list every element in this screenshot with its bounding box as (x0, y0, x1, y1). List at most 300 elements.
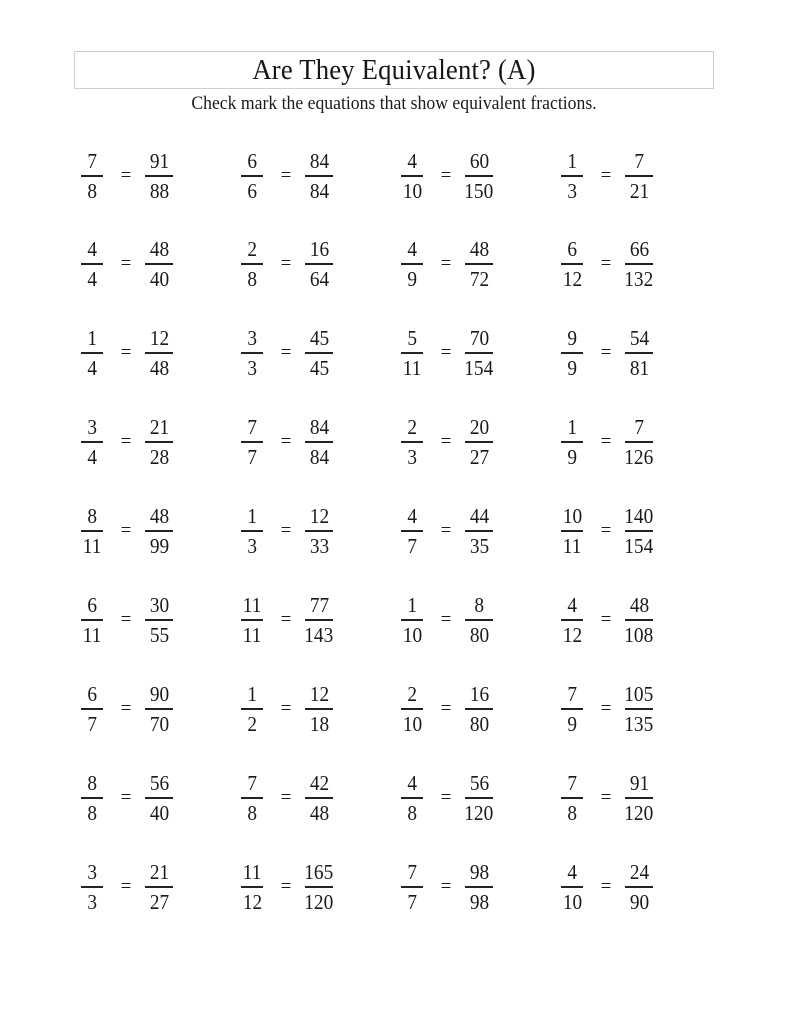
right-fraction (294, 683, 344, 735)
left-numerator: 4 (407, 771, 417, 795)
right-denominator: 40 (149, 266, 169, 291)
right-denominator: 27 (469, 444, 489, 469)
right-fraction (614, 150, 664, 202)
fraction-bar (81, 619, 103, 621)
right-numerator: 66 (629, 237, 649, 261)
equation-problem[interactable] (247, 771, 382, 825)
right-numerator: 91 (629, 771, 649, 795)
fraction-bar (561, 797, 583, 799)
fraction-bar (625, 530, 653, 532)
left-numerator: 4 (87, 237, 97, 261)
equation-problem[interactable] (82, 504, 222, 558)
left-numerator: 5 (407, 326, 417, 350)
right-denominator: 126 (624, 444, 654, 469)
right-denominator: 45 (309, 355, 329, 380)
equals-sign: = (120, 431, 132, 452)
equation-problem[interactable] (402, 149, 542, 203)
right-fraction (294, 861, 344, 913)
right-denominator: 28 (149, 444, 169, 469)
right-fraction (614, 683, 664, 735)
left-denominator: 3 (247, 533, 257, 558)
equals-sign: = (120, 609, 132, 630)
fraction-bar (465, 441, 493, 443)
fraction-bar (81, 352, 103, 354)
left-denominator: 8 (407, 800, 417, 825)
fraction-bar (305, 619, 333, 621)
equation-problem[interactable] (87, 326, 222, 380)
fraction-bar (145, 441, 173, 443)
right-numerator: 70 (469, 326, 489, 350)
right-denominator: 154 (464, 355, 494, 380)
left-fraction (387, 772, 437, 824)
right-fraction (614, 861, 664, 913)
equals-sign: = (280, 520, 292, 541)
right-fraction (454, 150, 504, 202)
left-denominator: 7 (247, 444, 257, 469)
fraction-bar (305, 708, 333, 710)
fraction-bar (401, 797, 423, 799)
right-fraction (454, 327, 504, 379)
equals-sign: = (440, 342, 452, 363)
fraction-bar (465, 619, 493, 621)
left-fraction (387, 238, 437, 290)
fraction-bar (465, 530, 493, 532)
equation-problem[interactable] (562, 860, 702, 914)
left-denominator: 2 (247, 711, 257, 736)
left-fraction (67, 683, 117, 735)
equals-sign: = (280, 165, 292, 186)
equals-sign: = (280, 431, 292, 452)
left-fraction (387, 505, 437, 557)
right-fraction (294, 505, 344, 557)
equals-sign: = (280, 609, 292, 630)
equals-sign: = (440, 165, 452, 186)
left-fraction (227, 150, 277, 202)
left-denominator: 3 (247, 355, 257, 380)
left-numerator: 7 (87, 149, 97, 173)
fraction-bar (465, 797, 493, 799)
fraction-bar (561, 619, 583, 621)
right-denominator: 35 (469, 533, 489, 558)
equation-problem[interactable] (87, 237, 222, 291)
right-denominator: 72 (469, 266, 489, 291)
left-denominator: 3 (87, 889, 97, 914)
left-fraction (547, 238, 597, 290)
equals-sign: = (440, 609, 452, 630)
equals-sign: = (120, 698, 132, 719)
equals-sign: = (440, 520, 452, 541)
fraction-bar (81, 263, 103, 265)
fraction-bar (145, 530, 173, 532)
right-fraction (614, 327, 664, 379)
left-denominator: 7 (407, 889, 417, 914)
fraction-bar (625, 263, 653, 265)
fraction-bar (401, 352, 423, 354)
left-denominator: 10 (562, 889, 582, 914)
equals-sign: = (600, 698, 612, 719)
right-denominator: 84 (309, 444, 329, 469)
equation-problem[interactable] (407, 771, 542, 825)
instructions: Check mark the equations that show equivalent fractions. (191, 93, 597, 114)
fraction-bar (145, 175, 173, 177)
fraction-bar (561, 441, 583, 443)
right-denominator: 98 (469, 889, 489, 914)
left-numerator: 2 (247, 237, 257, 261)
right-fraction (134, 416, 184, 468)
equals-sign: = (600, 876, 612, 897)
left-numerator: 10 (562, 504, 582, 528)
right-numerator: 48 (149, 504, 169, 528)
left-denominator: 7 (407, 533, 417, 558)
fraction-bar (625, 352, 653, 354)
right-numerator: 90 (149, 682, 169, 706)
fraction-bar (145, 352, 173, 354)
left-numerator: 4 (567, 860, 577, 884)
left-fraction (67, 150, 117, 202)
equation-problem[interactable] (567, 682, 702, 736)
left-fraction (547, 505, 597, 557)
left-fraction (547, 683, 597, 735)
left-numerator: 9 (567, 326, 577, 350)
fraction-bar (465, 175, 493, 177)
left-fraction (387, 327, 437, 379)
right-numerator: 140 (624, 504, 654, 528)
fraction-bar (305, 352, 333, 354)
fraction-bar (241, 352, 263, 354)
left-denominator: 4 (87, 355, 97, 380)
left-fraction (227, 683, 277, 735)
left-denominator: 7 (87, 711, 97, 736)
fraction-bar (145, 708, 173, 710)
equals-sign: = (280, 698, 292, 719)
right-fraction (454, 416, 504, 468)
left-fraction (387, 150, 437, 202)
fraction-bar (81, 708, 103, 710)
right-denominator: 132 (624, 266, 654, 291)
equals-sign: = (440, 787, 452, 808)
left-denominator: 9 (567, 355, 577, 380)
equals-sign: = (120, 876, 132, 897)
left-numerator: 7 (247, 415, 257, 439)
equation-problem[interactable] (567, 771, 702, 825)
left-denominator: 12 (562, 622, 582, 647)
left-numerator: 1 (567, 149, 577, 173)
equals-sign: = (280, 342, 292, 363)
right-fraction (454, 594, 504, 646)
right-denominator: 27 (149, 889, 169, 914)
equation-problem[interactable] (247, 326, 382, 380)
equation-problem[interactable] (247, 415, 382, 469)
right-denominator: 80 (469, 711, 489, 736)
equation-problem[interactable] (562, 593, 702, 647)
left-fraction (227, 861, 277, 913)
left-numerator: 2 (407, 682, 417, 706)
left-numerator: 7 (247, 771, 257, 795)
right-fraction (294, 416, 344, 468)
equation-problem[interactable] (407, 504, 542, 558)
right-fraction (294, 150, 344, 202)
equation-problem[interactable] (567, 149, 702, 203)
fraction-bar (625, 175, 653, 177)
right-fraction (134, 683, 184, 735)
fraction-bar (145, 797, 173, 799)
left-fraction (227, 505, 277, 557)
left-numerator: 6 (567, 237, 577, 261)
worksheet-title: Are They Equivalent? (A) (252, 53, 536, 86)
left-fraction (227, 416, 277, 468)
right-denominator: 64 (309, 266, 329, 291)
left-denominator: 8 (247, 266, 257, 291)
left-fraction (387, 861, 437, 913)
fraction-bar (561, 175, 583, 177)
equation-problem[interactable] (87, 771, 222, 825)
fraction-bar (625, 441, 653, 443)
equals-sign: = (120, 520, 132, 541)
right-numerator: 48 (469, 237, 489, 261)
fraction-bar (81, 886, 103, 888)
equation-problem[interactable] (402, 593, 542, 647)
fraction-bar (401, 530, 423, 532)
fraction-bar (465, 886, 493, 888)
equals-sign: = (600, 520, 612, 541)
fraction-bar (241, 263, 263, 265)
left-numerator: 4 (407, 237, 417, 261)
fraction-bar (561, 708, 583, 710)
left-fraction (67, 861, 117, 913)
left-fraction (227, 327, 277, 379)
right-denominator: 70 (149, 711, 169, 736)
right-numerator: 8 (474, 593, 484, 617)
equals-sign: = (600, 609, 612, 630)
right-numerator: 24 (629, 860, 649, 884)
right-fraction (614, 772, 664, 824)
equation-problem[interactable] (242, 860, 382, 914)
left-numerator: 8 (87, 771, 97, 795)
equation-problem[interactable] (87, 415, 222, 469)
left-numerator: 4 (407, 149, 417, 173)
left-numerator: 1 (247, 504, 257, 528)
equals-sign: = (120, 253, 132, 274)
left-numerator: 6 (247, 149, 257, 173)
fraction-bar (465, 708, 493, 710)
equals-sign: = (280, 253, 292, 274)
right-numerator: 54 (629, 326, 649, 350)
right-denominator: 18 (309, 711, 329, 736)
fraction-bar (401, 886, 423, 888)
fraction-bar (241, 797, 263, 799)
right-denominator: 48 (309, 800, 329, 825)
fraction-bar (81, 175, 103, 177)
left-numerator: 11 (242, 593, 262, 617)
equation-problem[interactable] (87, 860, 222, 914)
left-fraction (547, 594, 597, 646)
fraction-bar (561, 263, 583, 265)
right-numerator: 165 (304, 860, 334, 884)
left-numerator: 8 (87, 504, 97, 528)
fraction-bar (561, 886, 583, 888)
fraction-bar (401, 441, 423, 443)
right-denominator: 80 (469, 622, 489, 647)
left-denominator: 4 (87, 444, 97, 469)
left-fraction (387, 594, 437, 646)
right-denominator: 154 (624, 533, 654, 558)
fraction-bar (305, 886, 333, 888)
left-fraction (387, 683, 437, 735)
left-fraction (547, 150, 597, 202)
left-numerator: 6 (87, 593, 97, 617)
equation-problem[interactable] (82, 593, 222, 647)
left-numerator: 7 (567, 682, 577, 706)
right-numerator: 56 (469, 771, 489, 795)
right-denominator: 88 (149, 178, 169, 203)
fraction-bar (81, 441, 103, 443)
left-denominator: 3 (567, 178, 577, 203)
left-fraction (387, 416, 437, 468)
right-fraction (614, 594, 664, 646)
right-numerator: 7 (634, 415, 644, 439)
fraction-bar (305, 263, 333, 265)
right-denominator: 21 (629, 178, 649, 203)
right-fraction (454, 772, 504, 824)
left-numerator: 1 (87, 326, 97, 350)
equation-problem[interactable] (562, 504, 702, 558)
left-numerator: 7 (407, 860, 417, 884)
equals-sign: = (600, 787, 612, 808)
left-numerator: 3 (87, 415, 97, 439)
equation-problem[interactable] (407, 860, 542, 914)
equation-problem[interactable] (402, 682, 542, 736)
right-fraction (134, 327, 184, 379)
equals-sign: = (440, 253, 452, 274)
right-denominator: 40 (149, 800, 169, 825)
left-denominator: 6 (247, 178, 257, 203)
right-denominator: 33 (309, 533, 329, 558)
right-numerator: 21 (149, 415, 169, 439)
right-fraction (134, 505, 184, 557)
right-numerator: 105 (624, 682, 654, 706)
equals-sign: = (120, 342, 132, 363)
right-fraction (454, 683, 504, 735)
fraction-bar (561, 530, 583, 532)
left-fraction (67, 594, 117, 646)
left-denominator: 11 (242, 622, 262, 647)
equation-problem[interactable] (562, 237, 702, 291)
equation-problem[interactable] (242, 593, 382, 647)
equation-problem[interactable] (87, 149, 222, 203)
right-fraction (294, 594, 344, 646)
right-fraction (614, 416, 664, 468)
left-fraction (227, 238, 277, 290)
left-fraction (227, 772, 277, 824)
right-fraction (454, 505, 504, 557)
fraction-bar (145, 619, 173, 621)
right-fraction (614, 505, 664, 557)
right-denominator: 150 (464, 178, 494, 203)
equals-sign: = (440, 876, 452, 897)
equation-problem[interactable] (247, 149, 382, 203)
fraction-bar (145, 263, 173, 265)
equation-problem[interactable] (567, 415, 702, 469)
right-fraction (134, 772, 184, 824)
right-numerator: 77 (309, 593, 329, 617)
fraction-bar (305, 797, 333, 799)
right-denominator: 99 (149, 533, 169, 558)
equation-problem[interactable] (247, 237, 382, 291)
right-numerator: 84 (309, 149, 329, 173)
left-denominator: 9 (567, 711, 577, 736)
right-denominator: 81 (629, 355, 649, 380)
right-denominator: 55 (149, 622, 169, 647)
left-denominator: 9 (407, 266, 417, 291)
left-fraction (547, 861, 597, 913)
right-denominator: 48 (149, 355, 169, 380)
right-numerator: 7 (634, 149, 644, 173)
left-denominator: 4 (87, 266, 97, 291)
left-fraction (67, 327, 117, 379)
fraction-bar (401, 619, 423, 621)
left-denominator: 8 (247, 800, 257, 825)
equals-sign: = (280, 876, 292, 897)
equation-problem[interactable] (407, 415, 542, 469)
right-fraction (134, 238, 184, 290)
equals-sign: = (600, 431, 612, 452)
equals-sign: = (600, 342, 612, 363)
equation-problem[interactable] (567, 326, 702, 380)
left-numerator: 7 (567, 771, 577, 795)
left-denominator: 3 (407, 444, 417, 469)
left-denominator: 12 (562, 266, 582, 291)
fraction-bar (625, 797, 653, 799)
left-fraction (547, 327, 597, 379)
right-numerator: 98 (469, 860, 489, 884)
fraction-bar (145, 886, 173, 888)
left-numerator: 2 (407, 415, 417, 439)
left-numerator: 3 (87, 860, 97, 884)
equation-problem[interactable] (407, 237, 542, 291)
left-fraction (67, 416, 117, 468)
fraction-bar (625, 708, 653, 710)
equation-problem[interactable] (247, 504, 382, 558)
equation-problem[interactable] (402, 326, 542, 380)
right-numerator: 21 (149, 860, 169, 884)
left-denominator: 9 (567, 444, 577, 469)
left-numerator: 1 (407, 593, 417, 617)
fraction-bar (401, 263, 423, 265)
right-denominator: 135 (624, 711, 654, 736)
right-denominator: 90 (629, 889, 649, 914)
left-denominator: 11 (402, 355, 422, 380)
right-fraction (134, 150, 184, 202)
right-numerator: 91 (149, 149, 169, 173)
fraction-bar (241, 619, 263, 621)
right-denominator: 108 (624, 622, 654, 647)
left-numerator: 1 (247, 682, 257, 706)
equals-sign: = (600, 165, 612, 186)
right-fraction (134, 861, 184, 913)
equals-sign: = (440, 431, 452, 452)
left-fraction (547, 416, 597, 468)
left-denominator: 10 (402, 622, 422, 647)
equation-problem[interactable] (247, 682, 382, 736)
right-denominator: 84 (309, 178, 329, 203)
fraction-bar (561, 352, 583, 354)
right-numerator: 20 (469, 415, 489, 439)
equation-problem[interactable] (87, 682, 222, 736)
left-fraction (67, 238, 117, 290)
fraction-bar (305, 441, 333, 443)
right-numerator: 42 (309, 771, 329, 795)
fraction-bar (465, 352, 493, 354)
